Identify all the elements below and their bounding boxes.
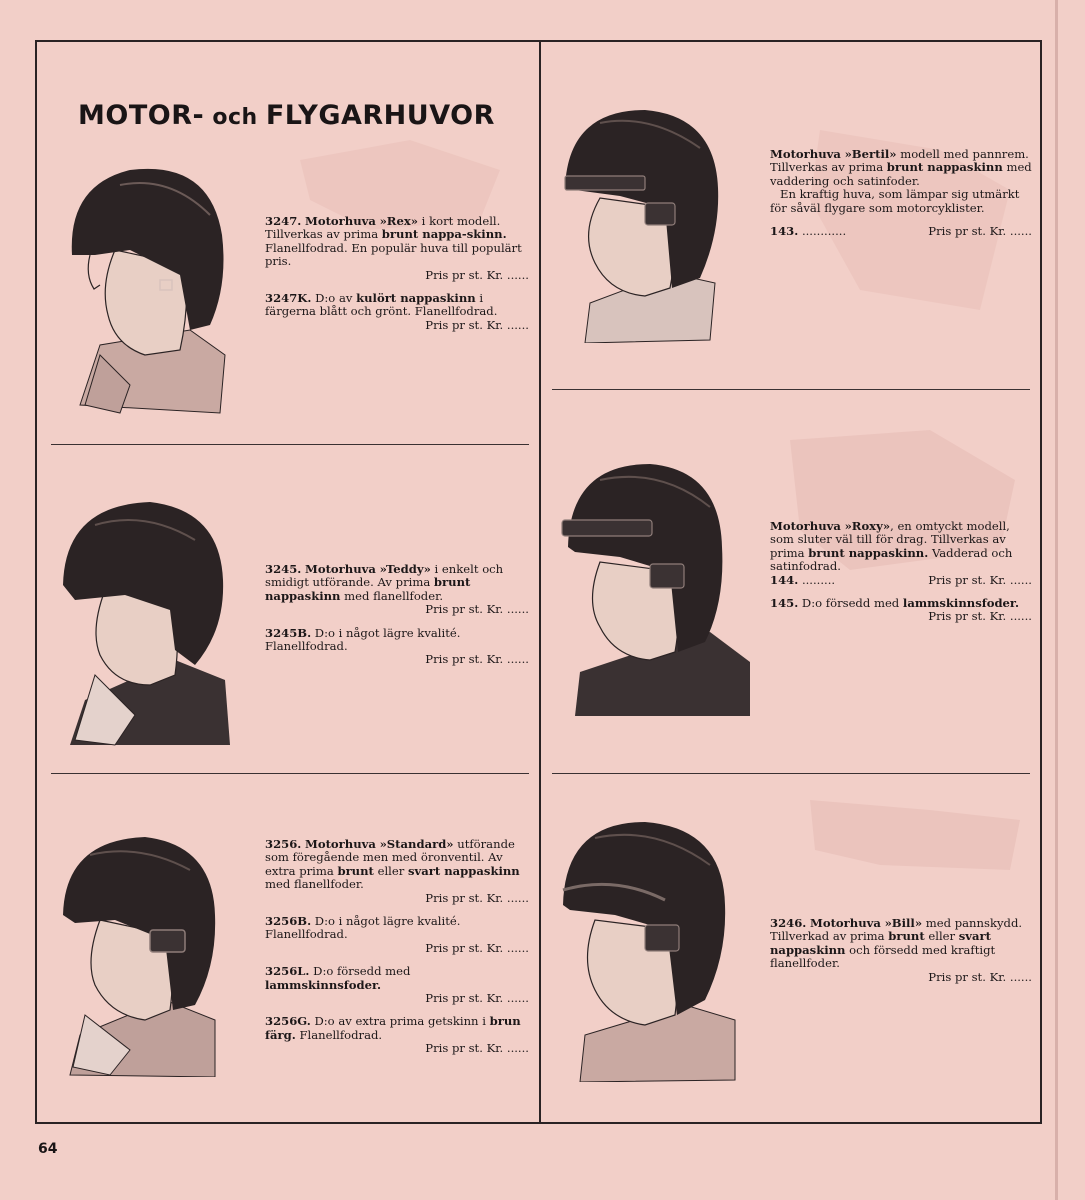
helmet-standard-illustration [55, 835, 220, 1077]
item-teddy: 3245. Motorhuva »Teddy» i enkelt och smidigt utförande. Av prima brunt nappaskinn med flanellfoder. Pris pr st. Kr. ...... 3245B. D:o i något lägre kvalité. Flanellfodrad. Pris pr st. Kr. ...... [265, 562, 529, 667]
price-line: Pris pr st. Kr. ...... [425, 890, 529, 905]
price-line: Pris pr st. Kr. ...... [425, 1041, 529, 1056]
rule-left-2 [51, 773, 529, 774]
price-line: Pris pr st. Kr. ...... [425, 652, 529, 667]
price-line: Pris pr st. Kr. ...... [425, 602, 529, 617]
item-roxy: Motorhuva »Roxy», en omtyckt modell, som sluter väl till för drag. Tillverkas av prima brunt nappaskinn. Vadderad och satinfodrad. 144. ......... Pris pr st. Kr. ...... 145. D:o försedd med lammskinnsfoder. Pris pr st. Kr. ...... [770, 519, 1032, 624]
price-line: Pris pr st. Kr. ...... [928, 969, 1032, 984]
rule-right-1 [552, 389, 1030, 390]
rule-right-2 [552, 773, 1030, 774]
item-rex: 3247. Motorhuva »Rex» i kort modell. Tillverkas av prima brunt nappa-skinn. Flanellfodrad. En populär huva till populärt pris. Pris pr st. Kr. ...... 3247K. D:o av kulört nappaskinn i färgerna blått och grönt. Flanellfodrad. Pris pr st. Kr. ...... [265, 214, 529, 332]
helmet-roxy-illustration [560, 462, 755, 716]
rule-left-1 [51, 444, 529, 445]
helmet-bill-illustration [555, 820, 740, 1082]
price-line: Pris pr st. Kr. ...... [928, 572, 1032, 587]
helmet-rex-illustration [60, 155, 230, 417]
price-line: Pris pr st. Kr. ...... [928, 609, 1032, 624]
helmet-teddy-illustration [55, 500, 230, 746]
price-line: Pris pr st. Kr. ...... [425, 940, 529, 955]
column-divider [539, 40, 541, 1124]
page-number: 64 [38, 1141, 58, 1157]
page-edge-shadow [1055, 0, 1058, 1200]
item-bill: 3246. Motorhuva »Bill» med pannskydd. Tillverkad av prima brunt eller svart nappaskinn och försedd med kraftigt flanellfoder. Pris pr st. Kr. ...... [770, 916, 1032, 984]
helmet-bertil-illustration [560, 108, 720, 343]
price-line: Pris pr st. Kr. ...... [928, 224, 1032, 239]
item-bertil: Motorhuva »Bertil» modell med pannrem. Tillverkas av prima brunt nappaskinn med vaddering och satinfoder. En kraftig huva, som lämpar sig utmärkt för såväl flygare som motorcyklister. 143. ............ Pris pr st. Kr. ...... [770, 147, 1032, 239]
price-line: Pris pr st. Kr. ...... [425, 991, 529, 1006]
page-title: MOTOR- och FLYGARHUVOR [78, 100, 495, 131]
item-standard: 3256. Motorhuva »Standard» utförande som föregående men med öronventil. Av extra prima brunt eller svart nappaskinn med flanellfoder. Pris pr st. Kr. ...... 3256B. D:o i något lägre kvalité. Flanellfodrad. Pris pr st. Kr. ...... 3256L. D:o försedd med lammskinnsfoder. Pris pr st. Kr. ...... 3256G. D:o av extra prima getskinn i brun färg. Flanellfodrad. Pris pr st. Kr. ...... [265, 837, 529, 1056]
bleed-through-glove-4 [800, 790, 1030, 880]
price-line: Pris pr st. Kr. ...... [425, 267, 529, 282]
price-line: Pris pr st. Kr. ...... [425, 317, 529, 332]
